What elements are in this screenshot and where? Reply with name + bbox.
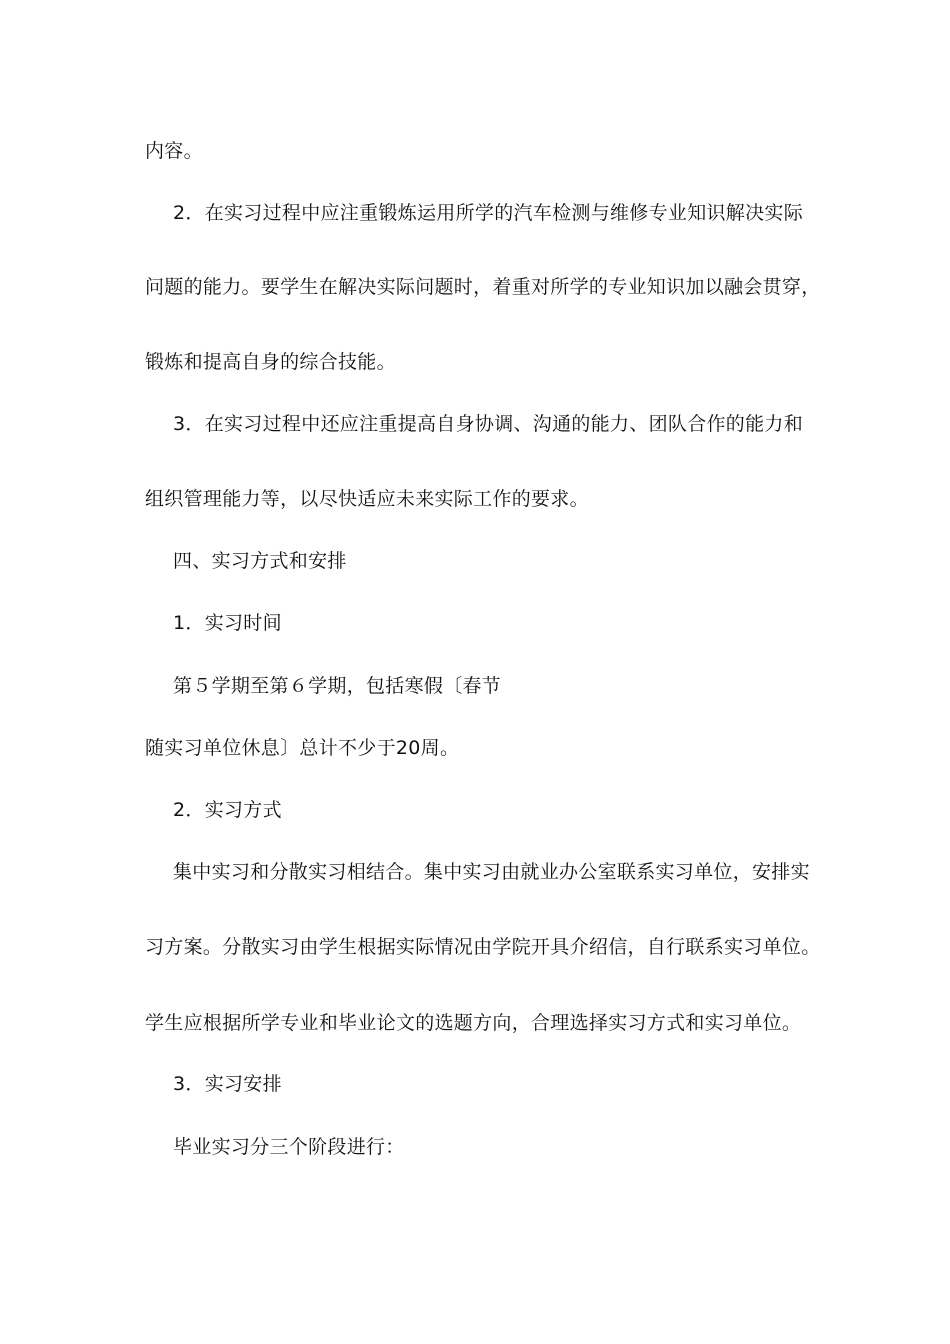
subsection-heading: 3．实习安排 <box>173 1073 282 1095</box>
paragraph-line: 集中实习和分散实习相结合。集中实习由就业办公室联系实习单位，安排实 <box>173 861 810 883</box>
paragraph-line: 毕业实习分三个阶段进行： <box>173 1136 405 1158</box>
subsection-heading: 2．实习方式 <box>173 799 282 821</box>
paragraph-line: 学生应根据所学专业和毕业论文的选题方向，合理选择实习方式和实习单位。 <box>145 1012 802 1034</box>
paragraph-line: 组织管理能力等，以尽快适应未来实际工作的要求。 <box>145 488 589 510</box>
paragraph-line: 习方案。分散实习由学生根据实际情况由学院开具介绍信，自行联系实习单位。 <box>145 936 821 958</box>
paragraph-line: 随实习单位休息〕总计不少于20周。 <box>145 737 460 759</box>
subsection-heading: 1．实习时间 <box>173 612 282 634</box>
paragraph-line: 第５学期至第６学期，包括寒假〔春节 <box>173 675 502 697</box>
section-heading: 四、实习方式和安排 <box>173 550 347 572</box>
paragraph-line: 2．在实习过程中应注重锻炼运用所学的汽车检测与维修专业知识解决实际 <box>173 202 803 224</box>
paragraph-line: 问题的能力。要学生在解决实际问题时，着重对所学的专业知识加以融会贯穿， <box>145 276 821 298</box>
paragraph-line: 锻炼和提高自身的综合技能。 <box>145 351 396 373</box>
paragraph-line: 内容。 <box>145 140 203 162</box>
paragraph-line: 3．在实习过程中还应注重提高自身协调、沟通的能力、团队合作的能力和 <box>173 413 803 435</box>
